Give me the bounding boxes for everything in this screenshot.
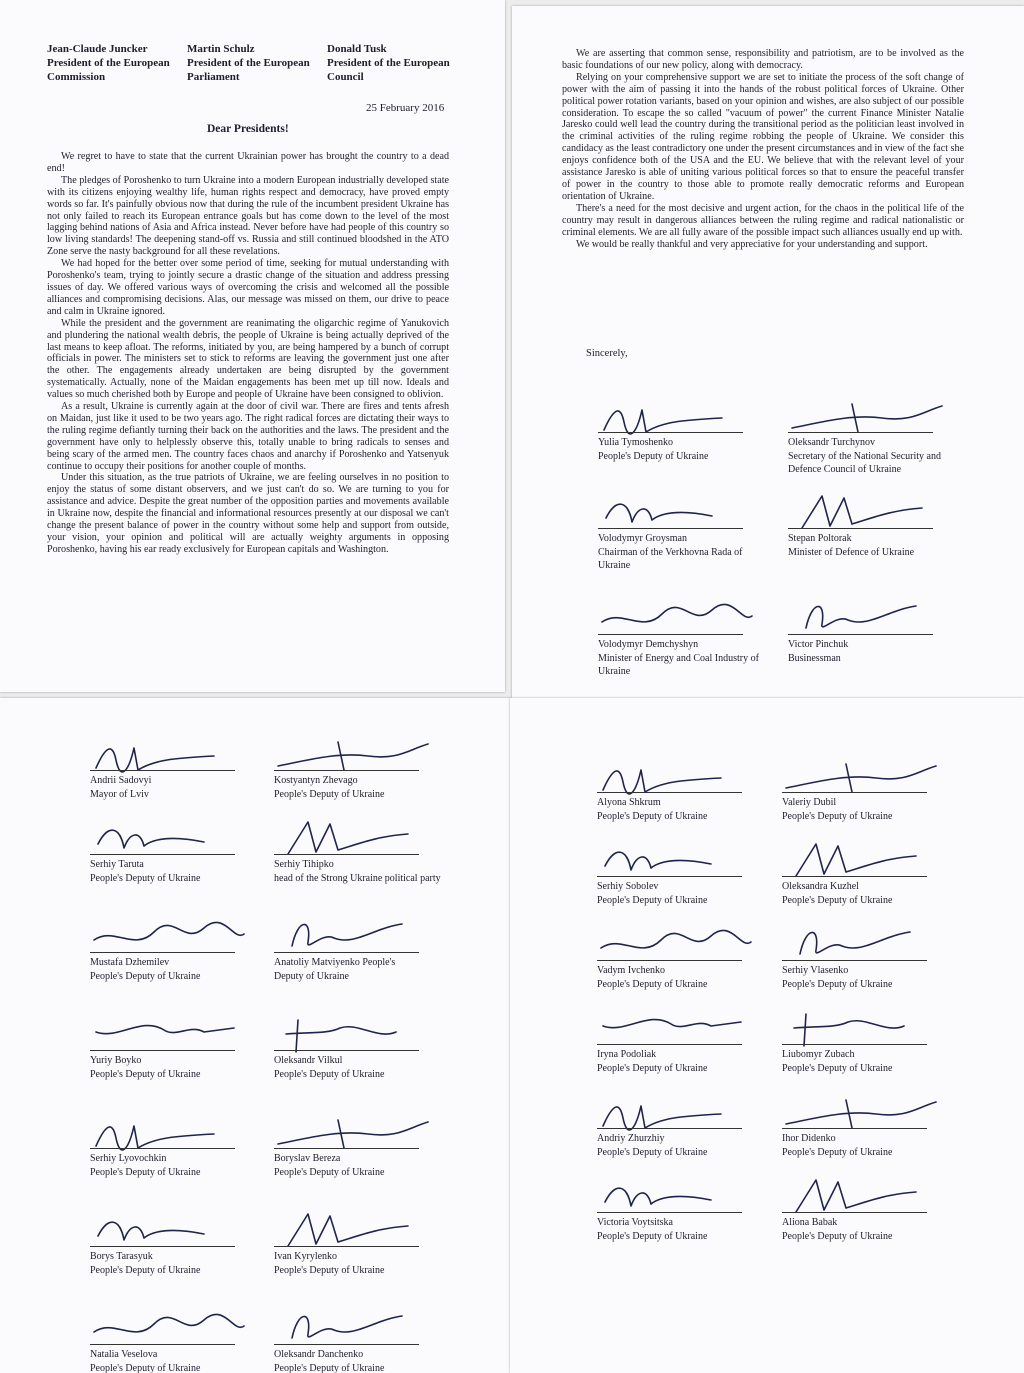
signature-line [597,792,742,793]
signatory-name: Natalia Veselova [90,1349,158,1360]
signatory-title: Chairman of the Verkhovna Rada of Ukraine [598,546,743,571]
signatory-title: People's Deputy of Ukraine [90,1362,201,1373]
signature-stroke [601,930,751,948]
recipient-tusk [327,42,462,84]
signature-stroke [603,770,721,794]
signatory-title: People's Deputy of Ukraine [782,810,893,822]
signature-line [274,952,419,953]
signatory-name: Liubomyr Zubach [782,1049,855,1060]
signature-line [90,1344,235,1345]
signatory-title: People's Deputy of Ukraine [782,1146,893,1158]
signature-stroke [96,1026,234,1034]
paragraph: Relying on your comprehensive support we are set to initiate the process of the soft change of power with the aim of passing it into the hands of the robust political forces of Ukraine. Other political power rotation variants, based on your opinion and wishes, are also subject of our possible consideration. To escape the so called "vacuum of power" the current Finance Minister Natalie Jaresko could well lead the country during the transitional period as the politician least involved in the criminal activities of the ruling regime robbing the people of Ukraine. We consider this candidacy as the least contradictory one under the present circumstances and in view of the fact she enjoys confidence both of the USA and the EU. We believe that with the relevant level of your assistance Jaresko is able of uniting various political forces so that to ensure the peaceful transfer of power in the country to those able to promote really democratic reforms and European orientation of Ukraine. [562,71,964,202]
signature-stroke [806,606,916,628]
signature-line [274,1148,419,1149]
letter-date: 25 February 2016 [366,102,445,114]
signature-line [90,770,235,771]
signatory [90,858,260,885]
signatory [597,1216,767,1243]
signatory-title: People's Deputy of Ukraine [597,894,708,906]
closing: Sincerely, [586,348,628,359]
signatory [788,532,958,559]
signature-line [782,960,927,961]
paragraph: There's a need for the most decisive and urgent action, for the chaos in the political life of the country may result in dangerous alliances between the ruling regime and radical nationalistic or criminal elements. We are all fully aware of the possible impact such alliances usually end up with. [562,202,964,238]
signatory [90,1250,260,1277]
signatory-title: People's Deputy of Ukraine [782,894,893,906]
signature-stroke [605,1188,711,1206]
signature-line [788,528,933,529]
signatory-name: Alyona Shkrum [597,797,661,808]
signatory-title: People's Deputy of Ukraine [597,1062,708,1074]
signature-stroke [606,504,712,522]
signature-line [90,1148,235,1149]
signature-line [598,528,743,529]
signature-stroke [800,932,910,954]
signature-stroke [278,742,428,770]
signature-stroke [288,1214,408,1246]
letter-body-page-2 [562,48,964,250]
recipient-name: Donald Tusk [327,43,387,55]
letter-page-2 [512,6,1024,698]
signatory-title: Mayor of Lviv [90,788,149,800]
signatory-title: People's Deputy of Ukraine [782,1062,893,1074]
signatory-name: Aliona Babak [782,1217,838,1228]
signatory-name: Anatoliy Matviyenko People's [274,957,396,968]
signatory-name: Volodymyr Demchyshyn [598,639,699,650]
recipient-juncker [47,42,182,84]
signatory-name: Oleksandr Turchynov [788,437,875,448]
signatory-name: Ivan Kyrylenko [274,1251,338,1262]
signatory-name: Ihor Didenko [782,1133,836,1144]
signatory [597,964,767,991]
signatory-name: Yulia Tymoshenko [598,437,673,448]
signature-stroke [98,1222,204,1240]
recipient-title: President of the European Commission [47,57,170,83]
signatory [274,1348,444,1373]
signatory [90,956,260,983]
signatory [597,1048,767,1075]
signatory [274,1054,444,1081]
recipient-schulz [187,42,327,84]
signatory-name: Serhiy Sobolev [597,881,659,892]
signature-line [597,960,742,961]
signatory-title: People's Deputy of Ukraine [90,1264,201,1276]
signatory-name: Iryna Podoliak [597,1049,657,1060]
signatures-page-3 [0,698,510,1373]
paragraph: We would be really thankful and very appreciative for your understanding and support. [576,238,928,250]
salutation: Dear Presidents! [207,123,289,135]
signature-stroke [605,852,711,870]
signature-line [782,1044,927,1045]
signature-line [274,854,419,855]
signature-line [274,770,419,771]
signature-stroke [786,764,936,792]
signatory [782,796,952,823]
signatory-name: Vadym Ivchenko [597,965,666,976]
signature-line [90,1050,235,1051]
signature-line [597,876,742,877]
signature-stroke [288,822,408,854]
signatory-name: Yuriy Boyko [90,1055,142,1066]
paragraph: While the president and the government are reanimating the oligarchic regime of Yanukovich and plundering the national wealth debris, the people of Ukraine is being actually deprived of the last means to keep afloat. The reforms, initiated by you, are being hampered by a bunch of corrupt officials in power. The ministers set to stick to reforms are leaving the government just one after the other. The engagements already undertaken are being disrupted by the government systematically. Actually, none of the Maidan engagements has been met up till now. Ideals and values so much cherished both by Europe and people of Ukraine have been consigned to oblivion. [47,317,449,401]
signature-line [788,634,933,635]
signature-stroke [796,1180,916,1212]
signatory-title: People's Deputy of Ukraine [274,1166,385,1178]
signatory [274,1250,444,1277]
signatory-name: Andrii Sadovyi [90,775,152,786]
signatory-title: Minister of Defence of Ukraine [788,546,915,558]
signatory-title: Secretary of the National Security and Defence Council of Ukraine [788,450,941,475]
signature-stroke [292,924,402,946]
signature-line [274,1246,419,1247]
signatory-title: People's Deputy of Ukraine [597,810,708,822]
signatory [598,532,768,573]
signature-stroke [292,1316,402,1338]
signatory-title: People's Deputy of Ukraine [90,970,201,982]
signature-stroke [286,1020,396,1052]
signature-line [597,1044,742,1045]
signature-line [782,1128,927,1129]
signatory-name: Valeriy Dubil [782,797,837,808]
signature-stroke [98,830,204,848]
signatory-title: People's Deputy of Ukraine [274,788,385,800]
signatory-title: People's Deputy of Ukraine [274,1264,385,1276]
signature-stroke [96,748,214,772]
paragraph: We had hoped for the better over some period of time, seeking for mutual understanding with Poroshenko's team, trying to jointly secure a drastic change of the situation and address pressing issues of day. We offered various ways of overcoming the crisis and welcomed all the possible alliances and compromising decisions. Alas, our message was missed on them, our drive to peace and calm in Ukraine ignored. [47,258,449,317]
signature-line [782,876,927,877]
signature-line [788,432,933,433]
signatory-name: Serhiy Lyovochkin [90,1153,167,1164]
signature-stroke [603,1106,721,1130]
signature-stroke [278,1120,428,1148]
letter-body-page-1 [47,151,449,556]
signature-stroke [792,404,942,432]
signature-line [90,952,235,953]
signatory-title: People's Deputy of Ukraine [90,1068,201,1080]
signatory [598,638,768,679]
paragraph: We are asserting that common sense, responsibility and patriotism, are to be involved as the basic foundations of our new policy, along with democracy. [562,48,964,71]
signatory-title: People's Deputy of Ukraine [274,1068,385,1080]
signature-stroke [796,844,916,876]
signatory [598,436,768,463]
signatory-title: People's Deputy of Ukraine [597,978,708,990]
signatory-name: Andriy Zhurzhiy [597,1133,665,1144]
recipient-title: President of the European Parliament [187,57,310,83]
recipient-name: Martin Schulz [187,43,255,55]
signatory-title: People's Deputy of Ukraine [597,1230,708,1242]
signatures-page-4 [510,698,1024,1373]
signatory-name: Stepan Poltorak [788,533,852,544]
signature-line [782,792,927,793]
paragraph: We regret to have to state that the current Ukrainian power has brought the country to a dead end! [47,151,449,174]
signatory [788,638,958,665]
signature-stroke [602,604,752,622]
signatory-title: Minister of Energy and Coal Industry of Ukraine [598,652,759,677]
signatory-name: Oleksandra Kuzhel [782,881,859,892]
signatory-title: People's Deputy of Ukraine [90,1166,201,1178]
signatory [274,774,444,801]
recipient-name: Jean-Claude Juncker [47,43,148,55]
signatory-title: People's Deputy of Ukraine [90,872,201,884]
signatory-name: Oleksandr Danchenko [274,1349,364,1360]
signature-stroke [786,1100,936,1128]
paragraph: Under this situation, as the true patriots of Ukraine, we are feeling ourselves in no position to enjoy the status of some distant observers, and we just can't do so. We are turning to you for assistance and advice. Despite the great number of the opposition parties and movements available in Ukraine now, despite the financial and informational resources presently at our disposal we can't change the present balance of power in the country without some help and support from outside, your vision, your opinion and political will are actually weighty arguments in opposing Poroshenko, having his ear ready exclusively for European capitals and Washington. [47,472,449,555]
signatory [782,1216,952,1243]
signatory [90,1348,260,1373]
signatory-name: Victor Pinchuk [788,639,849,650]
recipient-title: President of the European Council [327,57,450,83]
signatory-title: People's Deputy of Ukraine [274,1362,385,1373]
signatory-name: Serhiy Taruta [90,859,144,870]
signatory-name: Volodymyr Groysman [598,533,687,544]
signature-line [782,1212,927,1213]
signatory-title: People's Deputy of Ukraine [782,978,893,990]
signatory [90,1152,260,1179]
signatory [274,858,444,885]
signature-line [597,1128,742,1129]
signatory [782,880,952,907]
signature-stroke [96,1126,214,1150]
signatory-name: Boryslav Bereza [274,1153,341,1164]
signature-stroke [603,1020,741,1028]
signatory-title: People's Deputy of Ukraine [597,1146,708,1158]
signature-stroke [604,410,722,434]
signatory-name: Victoria Voytsitska [597,1217,673,1228]
signatory [782,964,952,991]
signature-line [274,1050,419,1051]
signatory-title: People's Deputy of Ukraine [598,450,709,462]
signatory-name: Borys Tarasyuk [90,1251,153,1262]
signatory [274,956,444,983]
letter-page-1 [0,0,505,692]
signatory [90,774,260,801]
signatory [90,1054,260,1081]
signature-line [90,1246,235,1247]
signatory-name: Serhiy Vlasenko [782,965,849,976]
signature-line [598,634,743,635]
signatory-title: head of the Strong Ukraine political party [274,872,441,884]
signatory [597,880,767,907]
signatory [597,1132,767,1159]
signature-line [90,854,235,855]
paragraph: As a result, Ukraine is currently again at the door of civil war. There are fires and tents afresh on Maidan, just like it used to be two years ago. The right radical forces are dictating their ways to the ruling regime defiantly turning their back on the authorities and the laws. The president and the government have only to helplessly observe this, totally unable to bring radicals to senses and being scary of the armed men. The country faces chaos and anarchy if Poroshenko and Yatsenyuk continue to occupy their positions for another couple of months. [47,401,449,472]
signatory-title: Businessman [788,652,841,664]
signatory-name: Mustafa Dzhemilev [90,957,170,968]
signatory-title: People's Deputy of Ukraine [782,1230,893,1242]
signature-stroke [94,922,244,940]
signatory-name: Serhiy Tihipko [274,859,334,870]
paragraph: The pledges of Poroshenko to turn Ukraine into a modern European industrially developed state with its citizens enjoying wealthy life, human rights respect and democracy, have proved empty words so far. It's painfully obvious now that during the rule of the incumbent president Ukraine has not only failed to reach its European entrance goals but has come down to the level of the most lagging behind nations of Asia and Africa instead. Never before have had people of this country so low living standards! The deepening stand-off vs. Russia and still continued bloodshed in the ATO Zone serve the nasty background for all these revelations. [47,174,449,258]
signatory-title: Deputy of Ukraine [274,970,349,982]
signatory [788,436,958,477]
signatory-name: Oleksandr Vilkul [274,1055,343,1066]
signatory-name: Kostyantyn Zhevago [274,775,358,786]
signature-line [598,432,743,433]
signature-line [597,1212,742,1213]
signatory [274,1152,444,1179]
signature-line [274,1344,419,1345]
signature-stroke [794,1014,904,1046]
signatory [597,796,767,823]
signatory [782,1048,952,1075]
signature-stroke [802,496,922,528]
signatory [782,1132,952,1159]
signature-stroke [94,1314,244,1332]
